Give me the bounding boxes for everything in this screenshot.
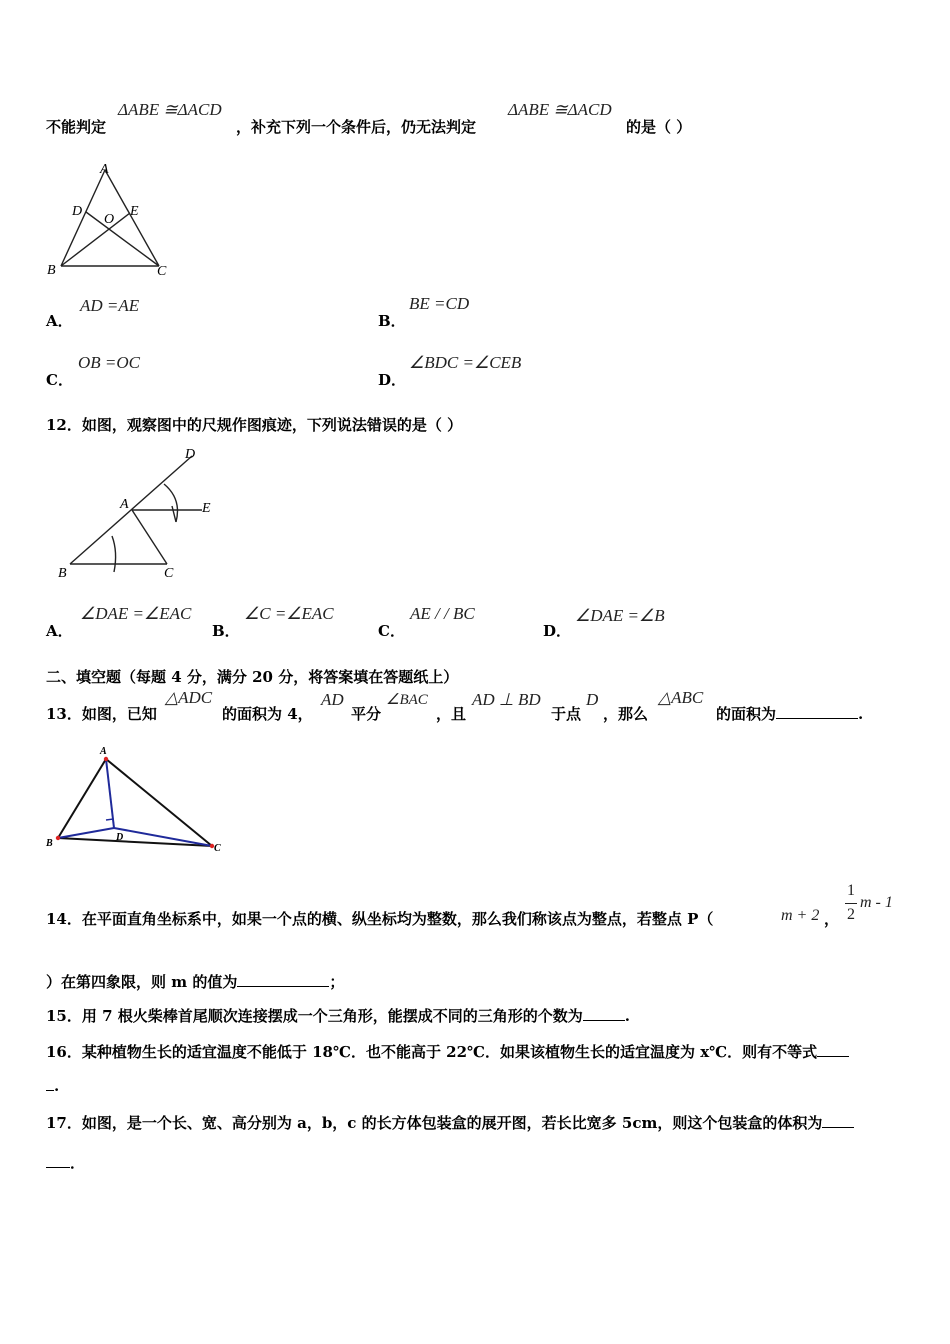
q13-text-3: 平分 <box>351 705 382 723</box>
q13-point-b <box>56 836 60 840</box>
q12-option-b-math: ∠C =∠EAC <box>244 604 334 623</box>
q11-text-3: 的是（ ） <box>626 118 692 136</box>
q13-text-6: ，那么 <box>603 705 649 723</box>
q14-math-1: m + 2 <box>781 907 820 924</box>
q12-construction-figure <box>52 444 232 584</box>
q16-text <box>46 1041 849 1062</box>
q13-math-4: AD ⊥ BD <box>472 690 541 709</box>
q12-label-a: A <box>120 497 129 512</box>
q12-option-a-math: ∠DAE =∠EAC <box>80 604 192 623</box>
q12-label-b: B <box>58 566 67 581</box>
q13-point-a <box>104 757 108 761</box>
q11-math-2: ΔABE ≅ΔACD <box>508 100 612 119</box>
q13-triangle-figure <box>40 742 230 862</box>
q13-label-b: B <box>46 838 53 849</box>
q14-math-2: m - 1 <box>860 894 893 911</box>
q12-option-d-math: ∠DAE =∠B <box>575 606 665 625</box>
q14-text-1: 14．在平面直角坐标系中，如果一个点的横、纵坐标均为整数，那么我们称该点为整点，若整点 P（ <box>46 910 714 928</box>
q14-text-2: ， <box>824 910 840 928</box>
q14-line-2 <box>46 971 344 992</box>
q17-line-2 <box>46 1152 85 1173</box>
q14-answer-blank[interactable] <box>237 972 329 987</box>
q11-option-a-letter[interactable]: A． <box>46 312 73 330</box>
q13-label-c: C <box>214 843 221 854</box>
q12-option-b-letter[interactable]: B． <box>212 622 240 640</box>
q11-label-a: A <box>100 162 109 177</box>
q13-label-a: A <box>100 746 107 757</box>
q11-text-2: ，补充下列一个条件后，仍无法判定 <box>236 118 477 136</box>
q14-line-2-end: ； <box>329 973 345 991</box>
q13-text-7-label: 的面积为 <box>716 705 777 723</box>
q17-end: ． <box>70 1154 86 1172</box>
q11-option-d-math: ∠BDC =∠CEB <box>409 353 522 372</box>
q13-text-8: . <box>858 705 864 723</box>
q11-label-o: O <box>104 212 115 227</box>
q13-text-2: 的面积为 4， <box>222 705 313 723</box>
q12-stem: 12．如图，观察图中的尺规作图痕迹，下列说法错误的是（ ） <box>46 416 463 434</box>
q11-label-c: C <box>157 264 167 279</box>
q13-math-3: ∠BAC <box>386 692 428 708</box>
q11-option-a-math: AD =AE <box>80 296 140 315</box>
q12-label-c: C <box>164 566 174 581</box>
q11-label-e: E <box>130 204 139 219</box>
q15-text: 15．用 7 根火柴棒首尾顺次连接摆成一个三角形，能摆成不同的三角形的个数为 <box>46 1007 583 1025</box>
q14-fraction-denominator: 2 <box>847 906 855 923</box>
q13-math-6: △ABC <box>658 688 704 707</box>
q12-option-c-math: AE / / BC <box>410 604 475 623</box>
q17-answer-blank-1[interactable] <box>822 1113 854 1128</box>
q16-end: . <box>54 1077 60 1095</box>
q12-option-d-letter[interactable]: D． <box>543 622 572 640</box>
q14-line-2-text: ）在第四象限，则 m 的值为 <box>46 973 238 991</box>
q17-answer-blank-2[interactable] <box>46 1153 70 1168</box>
q17-text <box>46 1112 854 1133</box>
q13-math-5: D <box>586 690 599 709</box>
q11-math-1: ΔABE ≅ΔACD <box>118 100 222 119</box>
q13-text-1: 13．如图，已知 <box>46 705 157 723</box>
q13-answer-blank[interactable] <box>776 704 858 719</box>
q13-math-1: △ADC <box>165 688 213 707</box>
q13-math-2: AD <box>321 690 344 709</box>
q17-text-label: 17．如图，是一个长、宽、高分别为 a，b，c 的长方体包装盒的展开图，若长比宽多 5cm，则这个包装盒的体积为 <box>46 1114 823 1132</box>
q12-label-e: E <box>202 501 211 516</box>
q16-answer-blank-1[interactable] <box>817 1042 849 1057</box>
q14-fraction-bar <box>845 903 857 904</box>
q13-text-7 <box>716 703 863 724</box>
q11-option-d-letter[interactable]: D． <box>378 371 407 389</box>
q11-option-b-math: BE =CD <box>409 294 470 313</box>
q13-text-5: 于点 <box>551 705 582 723</box>
q11-text-1: 不能判定 <box>46 118 107 136</box>
q16-answer-blank-2[interactable] <box>46 1076 54 1091</box>
q11-option-c-math: OB =OC <box>78 353 140 372</box>
q13-text-4: ，且 <box>436 705 467 723</box>
q15-answer-blank[interactable] <box>583 1006 625 1021</box>
q14-fraction-numerator: 1 <box>847 882 855 899</box>
q11-label-d: D <box>72 204 83 219</box>
q12-label-d: D <box>185 447 196 462</box>
section-2-heading: 二、填空题（每题 4 分，满分 20 分，将答案填在答题纸上） <box>46 668 459 686</box>
q15-line <box>46 1005 630 1026</box>
q16-text-label: 16．某种植物生长的适宜温度不能低于 18℃．也不能高于 22℃．如果该植物生长的适宜温度为 x℃．则有不等式 <box>46 1043 818 1061</box>
q11-option-c-letter[interactable]: C． <box>46 371 73 389</box>
q12-option-c-letter[interactable]: C． <box>378 622 405 640</box>
q16-line-2 <box>46 1076 59 1095</box>
q11-option-b-letter[interactable]: B． <box>378 312 406 330</box>
q11-triangle-figure <box>42 160 182 280</box>
q15-end: . <box>624 1007 630 1025</box>
q13-label-d: D <box>116 832 124 843</box>
q12-option-a-letter[interactable]: A． <box>46 622 73 640</box>
q11-label-b: B <box>47 263 56 278</box>
